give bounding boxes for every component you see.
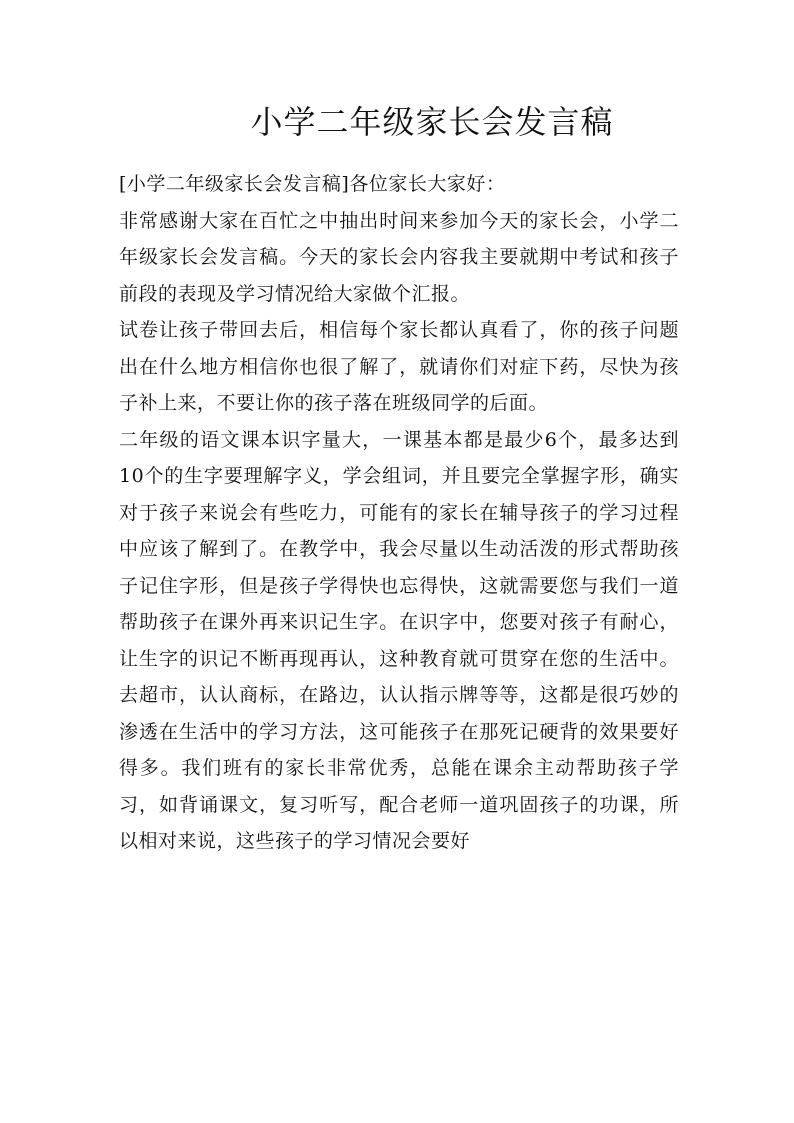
paragraph-literacy: 二年级的语文课本识字量大，一课基本都是最少6个，最多达到10个的生字要理解字义，学会组词，并且要完全掌握字形，确实对于孩子来说会有些吃力，可能有的家长在辅导孩子的学习过程中应该了解到了。在教学中，我会尽量以生动活泼的形式帮助孩子记住字形，但是孩子学得快也忘得快，这就需要您与我们一道帮助孩子在课外再来识记生字。在识字中，您要对孩子有耐心，让生字的识记不断再现再认，这种教育就可贯穿在您的生活中。去超市，认认商标，在路边，认认指示牌等等，这都是很巧妙的渗透在生活中的学习方法，这可能孩子在那死记硬背的效果要好得多。我们班有的家长非常优秀，总能在课余主动帮助孩子学习，如背诵课文，复习听写，配合老师一道巩固孩子的功课，所以相对来说，这些孩子的学习情况会要好	[119, 428, 679, 852]
paragraph-thanks: 非常感谢大家在百忙之中抽出时间来参加今天的家长会，小学二年级家长会发言稿。今天的家长会内容我主要就期中考试和孩子前段的表现及学习情况给大家做个汇报。	[119, 209, 679, 305]
document-title: 小学二年级家长会发言稿	[250, 103, 614, 141]
document-body	[119, 166, 679, 860]
paragraph-greeting: [小学二年级家长会发言稿]各位家长大家好：	[119, 173, 506, 195]
paragraph-exam-papers: 试卷让孩子带回去后，相信每个家长都认真看了，你的孩子问题出在什么地方相信你也很了解了，就请你们对症下药，尽快为孩子补上来，不要让你的孩子落在班级同学的后面。	[119, 319, 679, 414]
